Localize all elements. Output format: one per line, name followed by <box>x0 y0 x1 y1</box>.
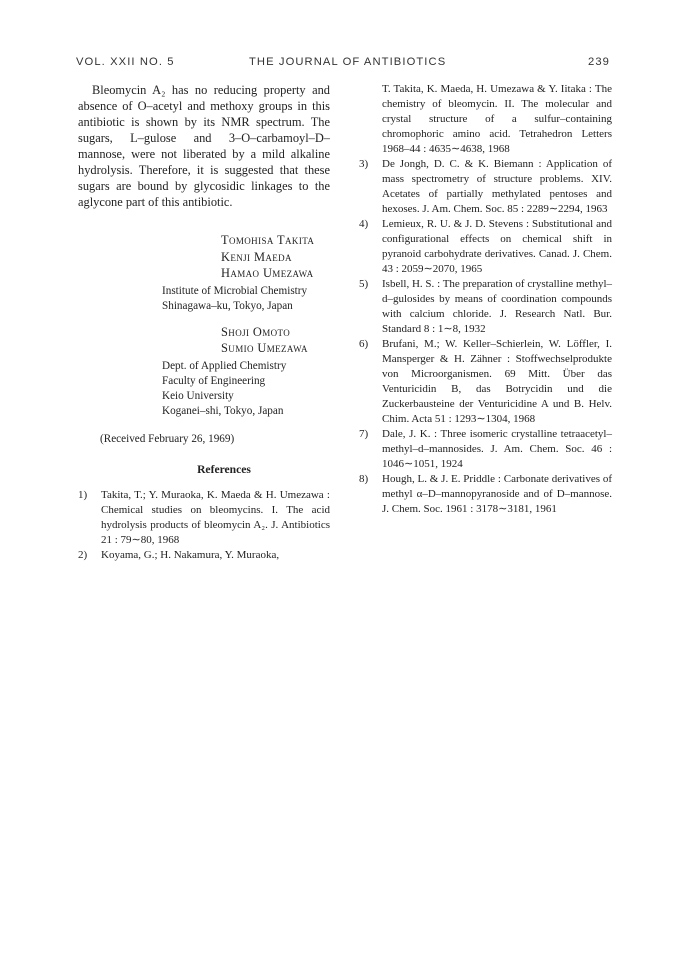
author-name: Kenji Maeda <box>221 249 292 264</box>
reference-text: Takita, T.; Y. Muraoka, K. Maeda & H. Umezawa : Chemical studies on bleomycins. I. The acid hydrolysis products of bleomycin A₂. J. Antibiotics 21 : 79∼80, 1968 <box>101 488 330 546</box>
reference-number: 3) <box>359 158 369 170</box>
affiliation-line: Institute of Microbial Chemistry <box>162 284 308 297</box>
reference-continuation: T. Takita, K. Maeda, H. Umezawa & Y. Iitaka : The chemistry of bleomycin. II. The molecular and crystal structure of a sulfur–containing chromophoric amino acid. Tetrahedron Letters 1968–44 : 4635∼4638, 1968 <box>382 83 612 155</box>
reference-text: Dale, J. K. : Three isomeric crystalline tetraacetyl–methyl–d–mannosides. J. Am. Chem. Soc. 46 : 1046∼1051, 1924 <box>382 428 612 470</box>
reference-number: 2) <box>78 548 88 561</box>
reference-text: Hough, L. & J. E. Priddle : Carbonate derivatives of methyl α–D–mannopyranoside and of D–mannose. J. Chem. Soc. 1961 : 3178∼3181, 1961 <box>382 473 612 515</box>
author-name: Sumio Umezawa <box>221 341 308 355</box>
author-name: Shoji Omoto <box>221 324 291 339</box>
left-column <box>78 82 330 563</box>
right-column <box>359 82 612 517</box>
reference-number: 4) <box>359 218 369 230</box>
received-date: (Received February 26, 1969) <box>100 432 235 445</box>
reference-text: Isbell, H. S. : The preparation of crystalline methyl–d–gulosides by means of coordination compounds with calcium chloride. J. Research Natl. Bur. Standard 8 : 1∼8, 1932 <box>382 278 612 335</box>
reference-number: 6) <box>359 338 369 350</box>
author-block-1 <box>221 232 330 282</box>
reference-list-right <box>359 82 612 517</box>
body-paragraph: Bleomycin A₂ has no reducing property and absence of O–acetyl and methoxy groups in this antibiotic is shown by its NMR spectrum. The sugars, L–gulose and 3–O–carbamoyl–D–mannose, were not liberated by a mild alkaline hydrolysis. Therefore, it is suggested that these sugars are bound by glycosidic linkages to the aglycone part of this antibiotic. <box>78 83 330 209</box>
reference-item <box>359 337 612 427</box>
author-block-2 <box>221 324 330 357</box>
running-header <box>76 56 610 72</box>
reference-item <box>359 217 612 277</box>
page-number: 239 <box>588 56 610 68</box>
journal-title: THE JOURNAL OF ANTIBIOTICS <box>249 56 447 68</box>
affiliation-line: Dept. of Applied Chemistry <box>162 359 287 372</box>
reference-text: Brufani, M.; W. Keller–Schierlein, W. Löffler, I. Mansperger & H. Zähner : Stoffwechselprodukte von Microorganismen. 69 Mitt. Über das Venturicidin B, das Botrycidin und die Zuckerbausteine der Venturicidine A und B. Helv. Chim. Acta 51 : 1293∼1304, 1968 <box>382 338 612 425</box>
affiliation-block-2 <box>162 359 330 419</box>
affiliation-line: Koganei–shi, Tokyo, Japan <box>162 404 284 417</box>
reference-text: Lemieux, R. U. & J. D. Stevens : Substitutional and configurational effects on chemical shift in pyranoid carbohydrate derivatives. Canad. J. Chem. 43 : 2059∼2070, 1965 <box>382 218 612 275</box>
affiliation-line: Shinagawa–ku, Tokyo, Japan <box>162 299 293 312</box>
volume-label: VOL. XXII NO. 5 <box>76 56 175 68</box>
reference-item <box>78 488 330 548</box>
reference-text: Koyama, G.; H. Nakamura, Y. Muraoka, <box>101 548 280 561</box>
reference-item <box>78 548 330 563</box>
reference-item <box>359 427 612 472</box>
reference-number: 8) <box>359 473 369 485</box>
reference-item <box>359 277 612 337</box>
reference-item <box>359 157 612 217</box>
references-heading: References <box>197 462 251 476</box>
author-name: Tomohisa Takita <box>221 233 315 247</box>
affiliation-block-1 <box>162 284 330 314</box>
reference-item <box>359 472 612 517</box>
affiliation-line: Keio University <box>162 389 234 402</box>
reference-number: 5) <box>359 278 369 290</box>
reference-number: 7) <box>359 428 369 440</box>
reference-number: 1) <box>78 488 88 501</box>
affiliation-line: Faculty of Engineering <box>162 374 266 387</box>
author-name: Hamao Umezawa <box>221 266 314 280</box>
reference-list-left <box>78 488 330 563</box>
reference-text: De Jongh, D. C. & K. Biemann : Application of mass spectrometry of structure problems. XIV. Acetates of partially methylated pentoses and hexoses. J. Am. Chem. Soc. 85 : 2289∼2294, 1963 <box>382 158 612 215</box>
